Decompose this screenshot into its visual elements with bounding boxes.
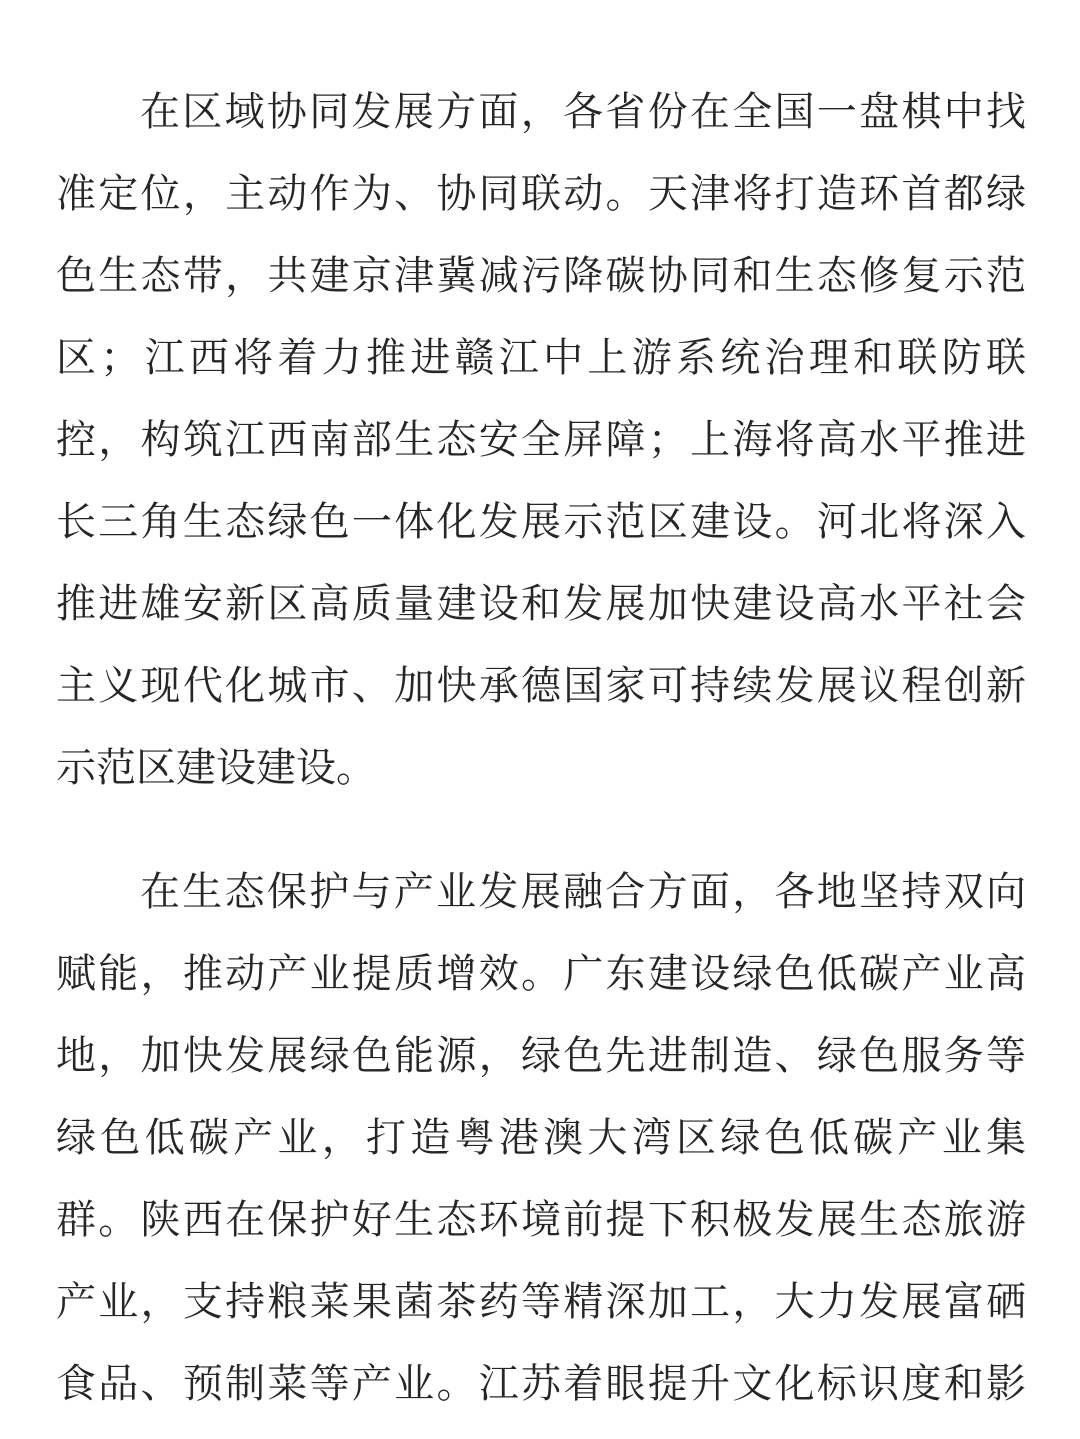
paragraph-line: 在生态保护与产业发展融合方面，各地坚持双向 <box>140 869 1026 915</box>
paragraph-line: 区；江西将着力推进赣江中上游系统治理和联防联 <box>56 335 1026 381</box>
paragraph-line: 在区域协同发展方面，各省份在全国一盘棋中找 <box>140 89 1026 135</box>
paragraph-line: 绿色低碳产业，打造粤港澳大湾区绿色低碳产业集 <box>56 1115 1026 1161</box>
paragraph-ecology-industry <box>56 859 1026 1433</box>
paragraph-line: 长三角生态绿色一体化发展示范区建设。河北将深入 <box>56 499 1026 545</box>
paragraph-line: 准定位，主动作为、协同联动。天津将打造环首都绿 <box>56 171 1026 217</box>
paragraph-line: 地，加快发展绿色能源，绿色先进制造、绿色服务等 <box>56 1033 1026 1079</box>
paragraph-line: 食品、预制菜等产业。江苏着眼提升文化标识度和影 <box>56 1361 1026 1407</box>
paragraph-line: 产业，支持粮菜果菌茶药等精深加工，大力发展富硒 <box>56 1279 1026 1325</box>
paragraph-line: 示范区建设建设。 <box>56 745 376 791</box>
paragraph-line: 主义现代化城市、加快承德国家可持续发展议程创新 <box>56 663 1026 709</box>
paragraph-regional-coordination <box>56 79 1026 817</box>
paragraph-line: 色生态带，共建京津冀减污降碳协同和生态修复示范 <box>56 253 1026 299</box>
paragraph-line: 控，构筑江西南部生态安全屏障；上海将高水平推进 <box>56 417 1026 463</box>
paragraph-line: 群。陕西在保护好生态环境前提下积极发展生态旅游 <box>56 1197 1026 1243</box>
paragraph-line: 推进雄安新区高质量建设和发展加快建设高水平社会 <box>56 581 1026 627</box>
paragraph-line: 赋能，推动产业提质增效。广东建设绿色低碳产业高 <box>56 951 1026 997</box>
